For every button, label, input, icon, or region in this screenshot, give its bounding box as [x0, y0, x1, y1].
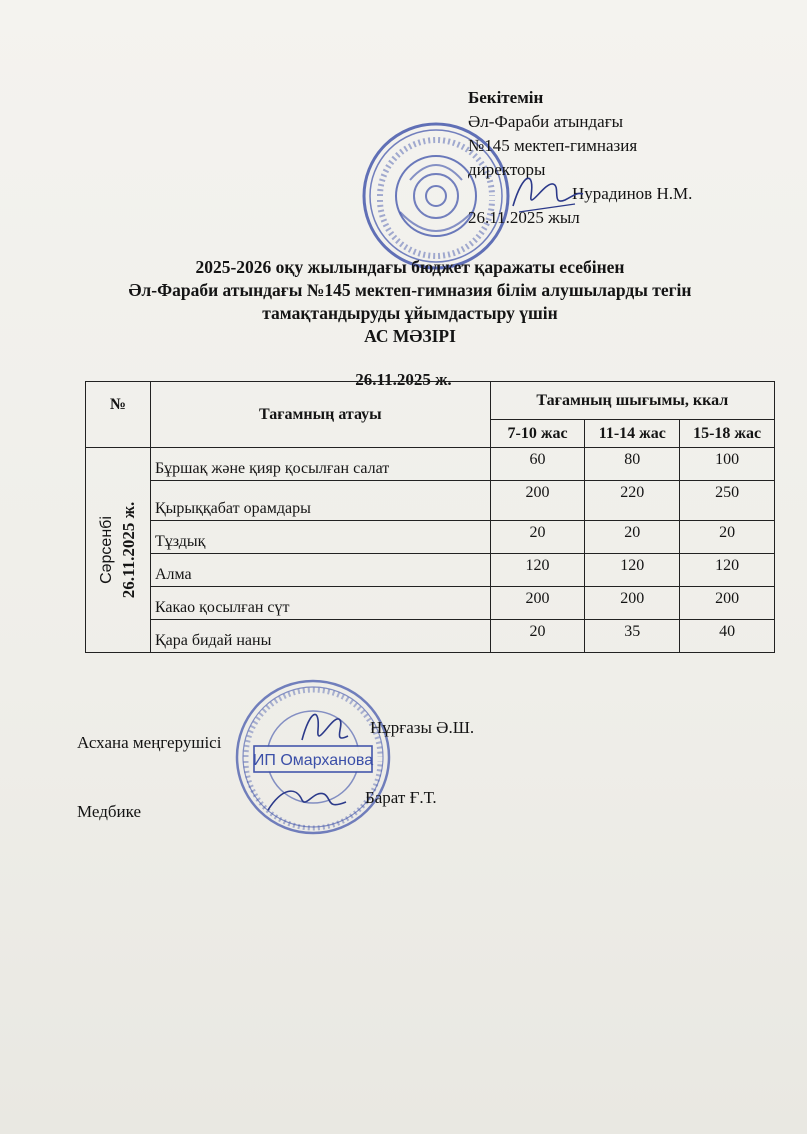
approval-title: Бекітемін [468, 88, 544, 107]
director-signature-icon [505, 162, 585, 222]
heading-line-2: Әл-Фараби атындағы №145 мектеп-гимназия білім алушыларды тегін [128, 280, 692, 300]
kcal-7-10: 20 [490, 521, 585, 554]
kcal-7-10: 120 [490, 554, 585, 587]
table-row [86, 554, 775, 587]
approval-line-3: директоры [468, 160, 546, 179]
age-header-7-10: 7-10 жас [490, 420, 585, 448]
menu-heading [60, 256, 760, 348]
kcal-15-18: 100 [680, 448, 775, 481]
kitchen-signature-icon [290, 700, 360, 760]
kcal-11-14: 200 [585, 587, 680, 620]
table-row [86, 481, 775, 521]
menu-table [85, 381, 775, 653]
col-dish-name-header: Тағамның атауы [150, 382, 490, 448]
day-name: Сәрсенбі [97, 516, 115, 584]
kcal-7-10: 60 [490, 448, 585, 481]
kcal-7-10: 20 [490, 620, 585, 653]
approval-line-2: №145 мектеп-гимназия [468, 136, 638, 155]
director-name: Нурадинов Н.М. [572, 184, 693, 203]
kcal-15-18: 200 [680, 587, 775, 620]
day-date: 26.11.2025 ж. [118, 501, 138, 599]
ip-stamp-text: ИП Омарханова [252, 752, 374, 769]
kcal-15-18: 40 [680, 620, 775, 653]
kcal-11-14: 80 [585, 448, 680, 481]
kcal-15-18: 250 [680, 481, 775, 521]
kcal-15-18: 120 [680, 554, 775, 587]
heading-title: АС МӘЗІРІ [364, 326, 456, 346]
table-row [86, 587, 775, 620]
dish-name: Какао қосылған сүт [150, 587, 490, 620]
age-header-15-18: 15-18 жас [680, 420, 775, 448]
table-row [86, 521, 775, 554]
kcal-11-14: 120 [585, 554, 680, 587]
heading-line-1: 2025-2026 оқу жылындағы бюджет қаражаты есебінен [195, 257, 625, 277]
col-number-header: № [86, 382, 151, 448]
table-header-row [86, 382, 775, 420]
kcal-11-14: 220 [585, 481, 680, 521]
dish-name: Тұздық [150, 521, 490, 554]
kcal-15-18: 20 [680, 521, 775, 554]
nurse-name: Барат Ғ.Т. [365, 788, 437, 807]
table-row [86, 448, 775, 481]
day-cell [86, 448, 151, 653]
kitchen-manager-role: Асхана меңгерушісі [77, 733, 222, 752]
dish-name: Қырыққабат орамдары [150, 481, 490, 521]
col-yield-header: Тағамның шығымы, ккал [490, 382, 774, 420]
approval-date: 26.11.2025 жыл [468, 208, 580, 227]
kcal-11-14: 35 [585, 620, 680, 653]
kcal-7-10: 200 [490, 481, 585, 521]
kitchen-manager-name: Нұрғазы Ә.Ш. [370, 718, 475, 737]
dish-name: Қара бидай наны [150, 620, 490, 653]
dish-name: Алма [150, 554, 490, 587]
nurse-role: Медбике [77, 802, 141, 821]
age-header-11-14: 11-14 жас [585, 420, 680, 448]
kcal-11-14: 20 [585, 521, 680, 554]
menu-date: 26.11.2025 ж. [355, 370, 452, 389]
table-row [86, 620, 775, 653]
dish-name: Бұршақ және қияр қосылған салат [150, 448, 490, 481]
heading-line-3: тамақтандыруды ұйымдастыру үшін [262, 303, 558, 323]
nurse-signature-icon [262, 780, 352, 820]
kcal-7-10: 200 [490, 587, 585, 620]
approval-line-1: Әл-Фараби атындағы [468, 112, 624, 131]
